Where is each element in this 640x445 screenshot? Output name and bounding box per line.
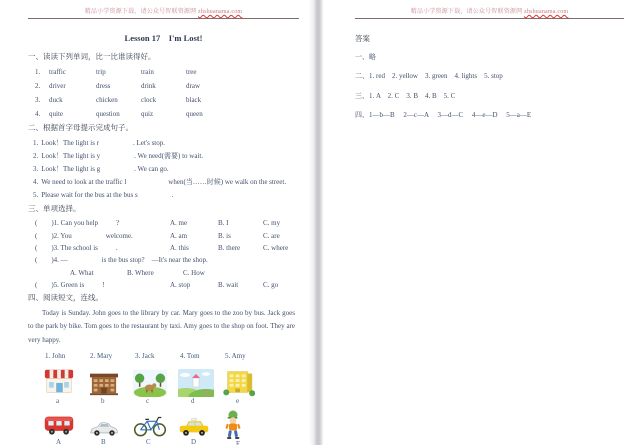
vehicles-row	[43, 410, 299, 445]
name-label[interactable]: 2. Mary	[90, 351, 113, 360]
row-number: 3.	[33, 164, 39, 173]
letter-label[interactable]: D	[191, 437, 197, 445]
name-label[interactable]: 3. Jack	[135, 351, 155, 360]
sentence-text: We need to look at the traffic l	[41, 178, 127, 187]
word: dress	[96, 82, 111, 90]
sentence-text: Look！The light is r	[41, 138, 99, 147]
question-stem: ( )3. The school is .	[35, 243, 118, 252]
question-stem: ( )1. Can you help ?	[35, 219, 120, 228]
bicycle-image	[133, 410, 178, 438]
sentence-text: . Let's stop.	[133, 138, 165, 147]
option-c[interactable]: C. How	[183, 268, 205, 277]
letter-label[interactable]: e	[236, 396, 240, 405]
sentence-text: Look！The light is g	[41, 164, 101, 173]
word: duck	[49, 96, 63, 104]
word: train	[141, 68, 154, 76]
walking-person-image	[223, 410, 268, 440]
word-row	[28, 79, 299, 93]
row-number: 4.	[33, 178, 39, 187]
answer-line-3: 三、1. A 2. C 3. B 4. B 5. C	[355, 91, 456, 100]
word: chicken	[96, 96, 118, 104]
option-a[interactable]: A. am	[170, 231, 188, 240]
worksheet-page	[0, 0, 315, 445]
match-item-bicycle[interactable]	[133, 410, 178, 445]
multiple-choice-row	[28, 242, 299, 254]
letter-label[interactable]: b	[101, 396, 105, 405]
sentence-text: . We can go.	[134, 164, 169, 173]
sentence-text: . We need(需要) to wait.	[134, 151, 204, 160]
word-row	[28, 93, 299, 107]
word: trip	[96, 68, 106, 76]
word-row	[28, 107, 299, 121]
fill-blank-sentence	[28, 136, 299, 149]
match-item-park[interactable]	[178, 363, 223, 406]
answer-paren[interactable]: ( )3.	[35, 243, 59, 252]
watermark-header	[28, 8, 299, 17]
page-divider	[309, 0, 323, 445]
option-a[interactable]: A. this	[170, 243, 189, 252]
row-number: 5.	[33, 191, 39, 200]
letter-label[interactable]: C	[146, 437, 151, 445]
word: question	[96, 110, 120, 118]
option-a[interactable]: A. What	[70, 268, 94, 277]
word: clock	[141, 96, 157, 104]
match-item-car[interactable]	[88, 410, 133, 445]
row-number: 3.	[35, 96, 41, 104]
letter-label[interactable]: c	[146, 396, 150, 405]
option-c[interactable]: C. go	[263, 281, 279, 290]
multiple-choice-row	[28, 254, 299, 266]
match-item-library[interactable]	[88, 363, 133, 406]
row-number: 1.	[33, 138, 39, 147]
fill-blank-sentence	[28, 176, 299, 189]
watermark-domain-link[interactable]: zhshuanama.com	[524, 9, 569, 15]
row-number: 1.	[35, 68, 41, 76]
answer-page	[323, 0, 640, 445]
answer-paren[interactable]: ( )1.	[35, 219, 59, 228]
reading-paragraph: Today is Sunday. John goes to the library by car. Mary goes to the zoo by bus. Jack goes to the park by bike. Tom goes to the restaurant by taxi. Amy goes to the shop on foot. They are very happy.	[28, 309, 295, 344]
word: queen	[186, 110, 203, 118]
word: quite	[49, 110, 63, 118]
option-b[interactable]: B. I	[218, 219, 229, 228]
taxi-image	[178, 410, 223, 438]
match-item-zoo[interactable]	[133, 363, 178, 406]
word: traffic	[49, 68, 66, 76]
word: black	[186, 96, 202, 104]
row-number: 2.	[33, 151, 39, 160]
match-item-restaurant[interactable]	[223, 363, 268, 406]
sentence-text: .	[171, 191, 174, 200]
letter-label[interactable]: A	[56, 437, 62, 445]
word: draw	[186, 82, 200, 90]
names-row	[45, 352, 299, 360]
header-rule	[355, 18, 624, 19]
section-4-heading: 四、阅读短文，连线。	[28, 293, 103, 303]
watermark-header	[355, 8, 624, 17]
fill-blank-sentence	[28, 149, 299, 162]
option-b[interactable]: B. wait	[218, 281, 239, 290]
park-image	[178, 363, 223, 397]
answer-paren[interactable]: ( )4.	[35, 256, 59, 265]
option-a[interactable]: A. me	[170, 219, 188, 228]
answer-paren[interactable]: ( )2.	[35, 231, 59, 240]
name-label[interactable]: 4. Tom	[180, 351, 200, 360]
multiple-choice-row	[28, 229, 299, 241]
match-item-shop[interactable]	[43, 363, 88, 406]
match-item-walking-person[interactable]	[223, 410, 268, 445]
match-item-taxi[interactable]	[178, 410, 223, 445]
multiple-choice-row	[28, 279, 299, 291]
watermark-text: 精品小学资源下载，请公众号智联资源网	[410, 9, 524, 15]
question-stem: ( )4. — is the bus stop? —It's near the shop.	[35, 256, 208, 265]
multiple-choice-options-row	[28, 267, 299, 279]
worksheet-title: Lesson 17 I'm Lost!	[124, 33, 203, 43]
name-label[interactable]: 5. Amy	[225, 351, 246, 360]
letter-label[interactable]: E	[236, 439, 241, 445]
word: tree	[186, 68, 197, 76]
name-label[interactable]: 1. John	[45, 351, 66, 360]
restaurant-building-image	[223, 363, 268, 397]
option-c[interactable]: C. are	[263, 231, 280, 240]
multiple-choice-row	[28, 217, 299, 229]
option-c[interactable]: C. where	[263, 243, 289, 252]
watermark-text: 精品小学资源下载，请公众号智联资源网	[84, 9, 198, 15]
option-b[interactable]: B. is	[218, 231, 231, 240]
word-row	[28, 65, 299, 79]
header-rule	[28, 18, 299, 19]
letter-label[interactable]: B	[101, 437, 106, 445]
section-2-heading: 二、根据首字母提示完成句子。	[28, 123, 133, 132]
option-c[interactable]: C. my	[263, 219, 281, 228]
bus-image	[43, 410, 88, 438]
sentence-text: when(当……时候) we walk on the street.	[168, 178, 287, 187]
row-number: 2.	[35, 82, 41, 90]
question-stem: ( )2. You welcome.	[35, 231, 133, 240]
option-b[interactable]: B. Where	[127, 268, 154, 277]
word: quiz	[141, 110, 154, 118]
match-item-bus[interactable]	[43, 410, 88, 445]
answers-title: 答案	[355, 34, 370, 43]
zoo-image	[133, 363, 178, 397]
watermark-domain-link[interactable]: zhshuanama.com	[198, 9, 243, 15]
answer-line-2: 二、1. red 2. yellow 3. green 4. lights 5. stop	[355, 72, 503, 80]
places-row	[43, 363, 299, 406]
row-number: 4.	[35, 110, 41, 118]
fill-blank-sentence	[28, 189, 299, 202]
question-stem: ( )5. Green is !	[35, 281, 105, 290]
answer-line-1: 一、略	[355, 52, 376, 61]
letter-label[interactable]: a	[56, 396, 60, 405]
fill-blank-sentence	[28, 162, 299, 175]
option-b[interactable]: B. there	[218, 243, 241, 252]
section-1-heading: 一、读读下列单词，比一比谁读得好。	[28, 52, 156, 61]
answer-paren[interactable]: ( )5.	[35, 281, 59, 290]
sentence-text: Please wait for the bus at the bus s	[41, 191, 138, 200]
option-a[interactable]: A. stop	[170, 281, 191, 290]
sentence-text: Look！The light is y	[41, 151, 101, 160]
library-building-image	[88, 363, 133, 397]
word: drink	[141, 82, 156, 90]
car-image	[88, 410, 133, 438]
letter-label[interactable]: d	[191, 396, 195, 405]
section-3-heading: 三、单项选择。	[28, 203, 81, 213]
shop-image	[43, 363, 88, 397]
word: driver	[49, 82, 66, 90]
answer-line-4: 四、1—b—B 2—c—A 3—d—C 4—e—D 5—a—E	[355, 111, 532, 119]
